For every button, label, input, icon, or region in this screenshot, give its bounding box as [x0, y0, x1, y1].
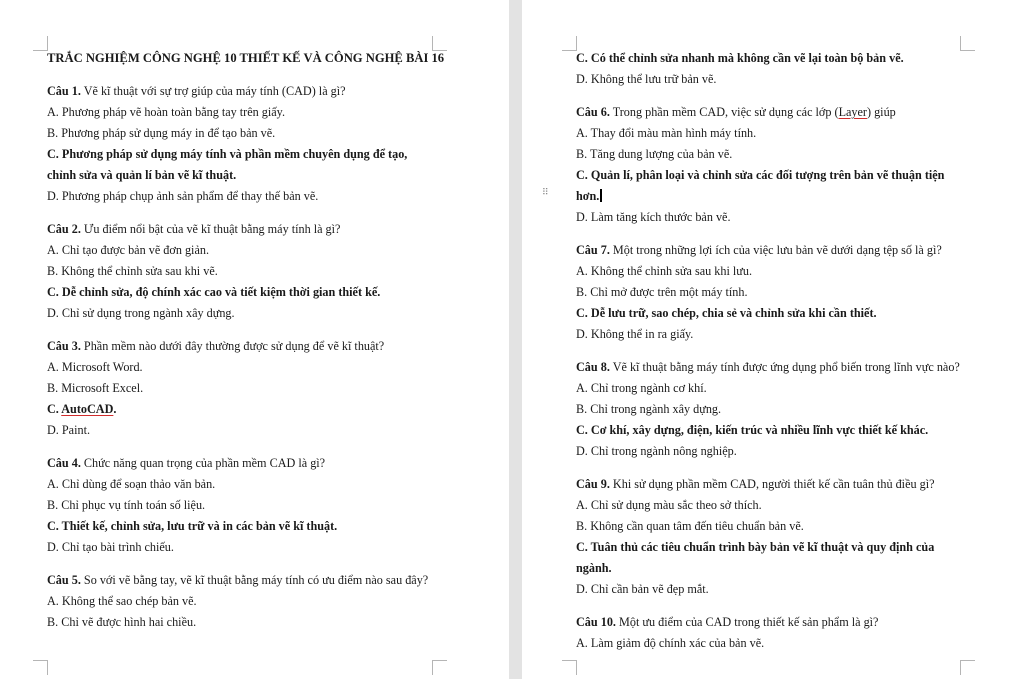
q5-option-b: B. Chỉ vẽ được hình hai chiều.	[47, 615, 197, 629]
margin-corner-top-left	[33, 36, 48, 51]
q1-option-a: A. Phương pháp vẽ hoàn toàn bằng tay trên giấy.	[47, 105, 286, 119]
margin-corner-bottom-right	[432, 660, 447, 675]
q3-option-b: B. Microsoft Excel.	[47, 381, 144, 395]
margin-corner-bottom-left	[562, 660, 577, 675]
document-page-2[interactable]	[522, 0, 1013, 679]
q3-option-c: C. AutoCAD.	[47, 402, 117, 416]
q9-option-a: A. Chỉ sử dụng màu sắc theo sở thích.	[576, 498, 762, 512]
question-9: Câu 9. Khi sử dụng phần mềm CAD, người thiết kế cần tuân thủ điều gì?	[576, 477, 935, 491]
q1-option-d: D. Phương pháp chụp ảnh sản phẩm để thay thế bản vẽ.	[47, 189, 319, 203]
q5-option-a: A. Không thể sao chép bản vẽ.	[47, 594, 197, 608]
q2-option-a: A. Chỉ tạo được bản vẽ đơn giản.	[47, 243, 209, 257]
q6-option-c: C. Quản lí, phân loại và chỉnh sửa các đối tượng trên bản vẽ thuận tiện	[576, 168, 945, 182]
q6-option-a: A. Thay đổi màu màn hình máy tính.	[576, 126, 757, 140]
q9-option-b: B. Không cần quan tâm đến tiêu chuẩn bản vẽ.	[576, 519, 804, 533]
q4-option-a: A. Chỉ dùng để soạn thảo văn bản.	[47, 477, 216, 491]
q4-option-b: B. Chỉ phục vụ tính toán số liệu.	[47, 498, 206, 512]
q3-option-a: A. Microsoft Word.	[47, 360, 143, 374]
q5-option-d: D. Không thể lưu trữ bản vẽ.	[576, 72, 717, 86]
q8-option-b: B. Chỉ trong ngành xây dựng.	[576, 402, 722, 416]
q6-option-d: D. Làm tăng kích thước bản vẽ.	[576, 210, 731, 224]
q9-option-c-cont: ngành.	[576, 561, 612, 575]
question-7: Câu 7. Một trong những lợi ích của việc lưu bản vẽ dưới dạng tệp số là gì?	[576, 243, 942, 257]
margin-corner-top-right	[432, 36, 447, 51]
question-3: Câu 3. Phần mềm nào dưới đây thường được sử dụng để vẽ kĩ thuật?	[47, 339, 385, 353]
q2-option-c: C. Dễ chỉnh sửa, độ chính xác cao và tiết kiệm thời gian thiết kế.	[47, 285, 381, 299]
q3-option-d: D. Paint.	[47, 423, 90, 437]
margin-corner-bottom-right	[960, 660, 975, 675]
q7-option-a: A. Không thể chỉnh sửa sau khi lưu.	[576, 264, 753, 278]
page-gap	[509, 0, 522, 679]
q8-option-c: C. Cơ khí, xây dựng, điện, kiến trúc và nhiều lĩnh vực thiết kế khác.	[576, 423, 929, 437]
drag-handle-icon[interactable]: ⠿	[542, 188, 550, 198]
question-1: Câu 1. Vẽ kĩ thuật với sự trợ giúp của máy tính (CAD) là gì?	[47, 84, 346, 98]
question-4: Câu 4. Chức năng quan trọng của phần mềm CAD là gì?	[47, 456, 326, 470]
question-2: Câu 2. Ưu điểm nổi bật của vẽ kĩ thuật bằng máy tính là gì?	[47, 222, 341, 236]
question-5: Câu 5. So với vẽ bằng tay, vẽ kĩ thuật bằng máy tính có ưu điểm nào sau đây?	[47, 573, 429, 587]
q7-option-d: D. Không thể in ra giấy.	[576, 327, 694, 341]
q2-option-d: D. Chỉ sử dụng trong ngành xây dựng.	[47, 306, 235, 320]
document-title: TRẮC NGHIỆM CÔNG NGHỆ 10 THIẾT KẾ VÀ CÔNG NGHỆ BÀI 16	[47, 51, 445, 65]
q5-option-c: C. Có thể chỉnh sửa nhanh mà không cần vẽ lại toàn bộ bản vẽ.	[576, 51, 904, 65]
q2-option-b: B. Không thể chỉnh sửa sau khi vẽ.	[47, 264, 218, 278]
q1-option-b: B. Phương pháp sử dụng máy in để tạo bản vẽ.	[47, 126, 276, 140]
margin-corner-bottom-left	[33, 660, 48, 675]
q6-option-c-cont[interactable]: hơn.	[576, 188, 602, 204]
question-8: Câu 8. Vẽ kĩ thuật bằng máy tính được ứng dụng phổ biến trong lĩnh vực nào?	[576, 360, 960, 374]
spellcheck-word-autocad[interactable]: AutoCAD	[61, 402, 114, 416]
margin-corner-top-right	[960, 36, 975, 51]
spellcheck-word-layer[interactable]: Layer	[838, 105, 867, 119]
q8-option-a: A. Chỉ trong ngành cơ khí.	[576, 381, 707, 395]
margin-corner-top-left	[562, 36, 577, 51]
q4-option-c: C. Thiết kế, chỉnh sửa, lưu trữ và in các bản vẽ kĩ thuật.	[47, 519, 338, 533]
q4-option-d: D. Chỉ tạo bài trình chiếu.	[47, 540, 174, 554]
q9-option-c: C. Tuân thủ các tiêu chuẩn trình bày bản vẽ kĩ thuật và quy định của	[576, 540, 935, 554]
text-cursor	[600, 189, 602, 202]
q6-option-b: B. Tăng dung lượng của bản vẽ.	[576, 147, 733, 161]
question-6: Câu 6. Trong phần mềm CAD, việc sử dụng các lớp (Layer) giúp	[576, 105, 896, 119]
q1-option-c-cont: chỉnh sửa và quản lí bản vẽ kĩ thuật.	[47, 168, 237, 182]
q9-option-d: D. Chỉ cần bản vẽ đẹp mắt.	[576, 582, 709, 596]
q7-option-b: B. Chỉ mở được trên một máy tính.	[576, 285, 748, 299]
q1-option-c: C. Phương pháp sử dụng máy tính và phần mềm chuyên dụng để tạo,	[47, 147, 408, 161]
q8-option-d: D. Chỉ trong ngành nông nghiệp.	[576, 444, 737, 458]
q10-option-a: A. Làm giảm độ chính xác của bản vẽ.	[576, 636, 765, 650]
question-10: Câu 10. Một ưu điểm của CAD trong thiết kế sản phẩm là gì?	[576, 615, 879, 629]
q7-option-c: C. Dễ lưu trữ, sao chép, chia sẻ và chỉnh sửa khi cần thiết.	[576, 306, 877, 320]
